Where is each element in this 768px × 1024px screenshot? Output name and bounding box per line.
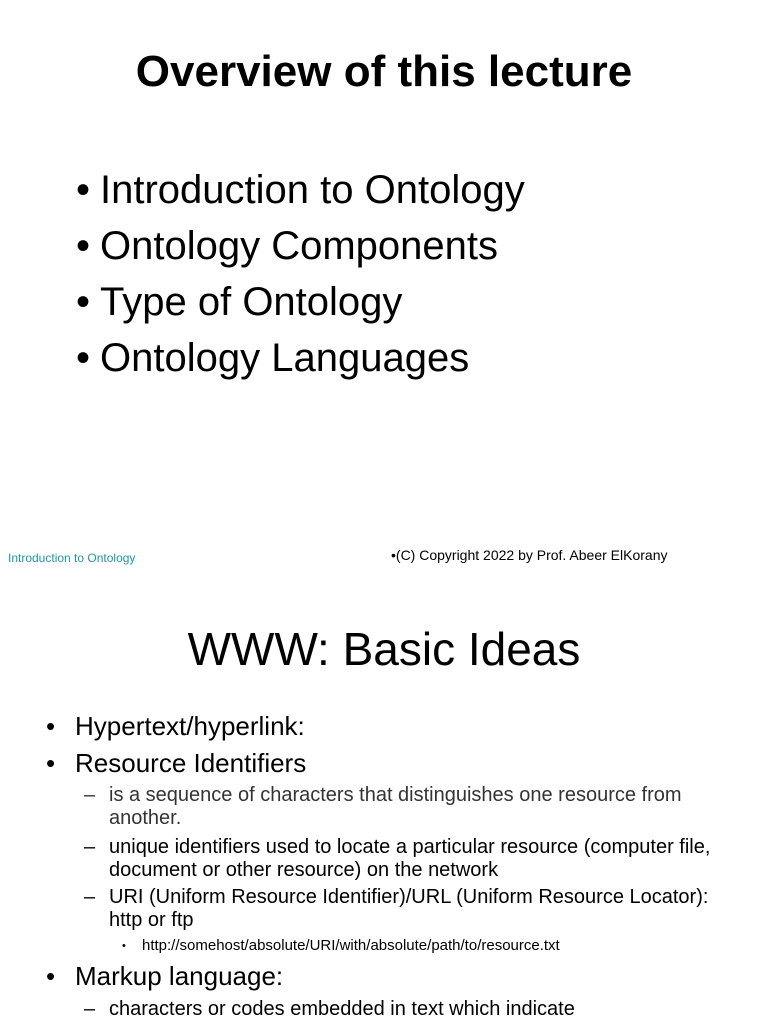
slide-title: Overview of this lecture — [135, 47, 633, 96]
bullet-item: • Ontology Components — [76, 218, 525, 274]
slide-content — [0, 580, 768, 1024]
dash-mark: – — [84, 998, 96, 1020]
slide-title: WWW: Basic Ideas — [187, 623, 581, 675]
sub-bullet-item — [84, 998, 724, 1021]
bullet-item: • Type of Ontology — [76, 274, 525, 330]
bullet-mark: • — [122, 940, 126, 952]
sub-bullet-text: URI (Uniform Resource Identifier)/URL (Uniform Resource Locator): http or ftp — [109, 886, 709, 931]
bullet-mark: • — [46, 961, 56, 991]
bullet-list — [76, 162, 525, 386]
uri-example: http://somehost/absolute/URI/with/absolute/path/to/resource.txt — [142, 937, 560, 954]
bullet-text: Markup language: — [75, 961, 284, 991]
sub-bullet-item — [84, 784, 724, 830]
bullet-item: • Ontology Languages — [76, 330, 525, 386]
dash-mark: – — [84, 784, 96, 806]
sub-bullet-text: is a sequence of characters that distinguishes one resource from another. — [109, 784, 682, 829]
slide-www-basic-ideas — [0, 580, 768, 1024]
bullet-text: Resource Identifiers — [75, 748, 307, 778]
footer-topic: Introduction to Ontology — [8, 551, 136, 565]
sub-bullet-text: unique identifiers used to locate a particular resource (computer file, document or other resource) on the network — [109, 836, 711, 881]
bullet-item: • Introduction to Ontology — [76, 162, 525, 218]
dash-mark: – — [84, 836, 96, 858]
dash-mark: – — [84, 886, 96, 908]
sub-bullet-item — [84, 836, 724, 882]
bullet-text: Hypertext/hyperlink: — [75, 711, 305, 741]
footer-copyright: •(C) Copyright 2022 by Prof. Abeer ElKorany — [391, 547, 668, 563]
bullet-mark: • — [46, 711, 56, 741]
sub-bullet-text: characters or codes embedded in text which indicate — [109, 998, 575, 1020]
bullet-mark: • — [46, 748, 56, 778]
sub-bullet-item — [84, 886, 724, 932]
